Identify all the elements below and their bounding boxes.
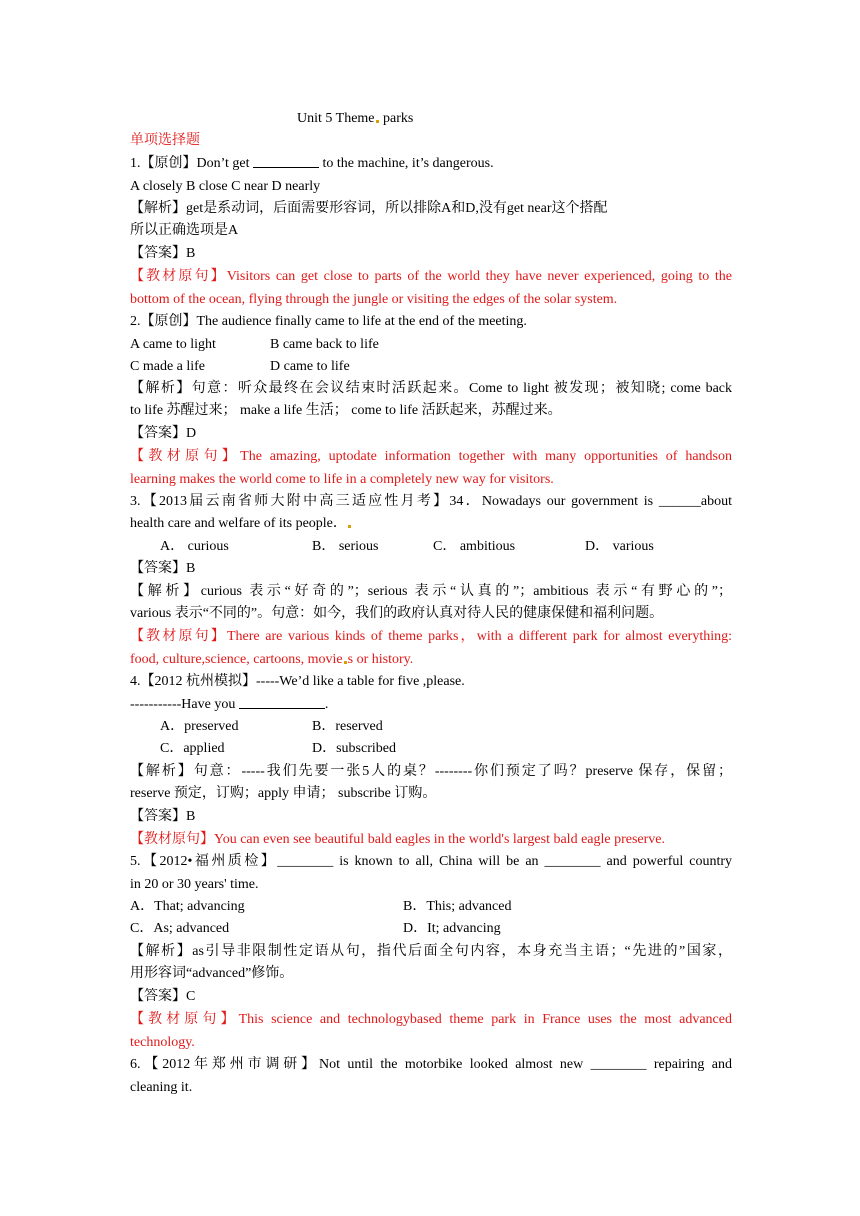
q2-answer: 【答案】D bbox=[130, 426, 197, 441]
q3-source: 【教材原句】There are various kinds of theme parks，with a different park for almost everything: bbox=[130, 629, 732, 644]
q5-analysis-cont: 用形容词“advanced”修饰。 bbox=[130, 966, 294, 981]
marker-dot bbox=[348, 525, 351, 528]
q6-stem: 6.【2012年郑州市调研】Not until the motorbike looked almost new ________ repairing and bbox=[130, 1057, 732, 1072]
q5-source-cont: technology. bbox=[130, 1035, 195, 1050]
q2-stem: 2.【原创】The audience finally came to life at the end of the meeting. bbox=[130, 314, 527, 329]
q1-analysis-cont: 所以正确选项是A bbox=[130, 223, 239, 238]
q4-options-row-1: A．preserved B．reserved bbox=[160, 719, 383, 734]
q3-analysis-cont: various 表示“不同的”。句意：如今，我们的政府认真对待人民的健康保健和福利问题。 bbox=[130, 606, 664, 621]
q4-stem: 4.【2012 杭州模拟】-----We’d like a table for five ,please. bbox=[130, 674, 465, 689]
q4-source: 【教材原句】You can even see beautiful bald eagles in the world's largest bald eagle preserve. bbox=[130, 832, 666, 847]
q4-options-row-2: C．applied D．subscribed bbox=[160, 741, 396, 756]
q4-blank bbox=[239, 696, 325, 709]
q2-analysis: 【解析】句意：听众最终在会议结束时活跃起来。Come to light 被发现；被知晓; come back bbox=[130, 381, 732, 396]
q3-source-cont: food, culture,science, cartoons, movie s or history. bbox=[130, 652, 414, 667]
q3-stem-cont: health care and welfare of its people． bbox=[130, 515, 352, 533]
q1-source: 【教材原句】Visitors can get close to parts of the world they have never experienced, going to the bbox=[130, 269, 732, 284]
q3-analysis: 【解析】curious 表示“好奇的”；serious 表示“认真的”；ambitious 表示“有野心的”； bbox=[130, 584, 732, 599]
q5-stem-cont: in 20 or 30 years' time. bbox=[130, 877, 259, 892]
q2-source-cont: learning makes the world come to life in a completely new way for visitors. bbox=[130, 472, 554, 487]
page-title: Unit 5 Theme parks bbox=[297, 111, 414, 126]
section-heading: 单项选择题 bbox=[130, 133, 200, 148]
q5-answer: 【答案】C bbox=[130, 989, 196, 1004]
q5-analysis: 【解析】as引导非限制性定语从句，指代后面全句内容，本身充当主语；“先进的”国家， bbox=[130, 944, 732, 959]
q4-stem-cont: -----------Have you . bbox=[130, 697, 329, 712]
q3-stem: 3.【2013届云南省师大附中高三适应性月考】34．Nowadays our government is ______about bbox=[130, 494, 732, 509]
q4-analysis: 【解析】句意：-----我们先要一张5人的桌？--------你们预定了吗？preserve 保存，保留； bbox=[130, 764, 732, 779]
marker-dot bbox=[376, 120, 379, 123]
q3-options: A． curious B． serious C． ambitious D． various bbox=[160, 539, 654, 554]
q3-answer: 【答案】B bbox=[130, 561, 196, 576]
q1-source-cont: bottom of the ocean, flying through the jungle or visiting the edges of the solar system. bbox=[130, 292, 618, 307]
q5-options-row-1: A．That; advancing B．This; advanced bbox=[130, 899, 512, 914]
q4-answer: 【答案】B bbox=[130, 809, 196, 824]
q5-options-row-2: C．As; advanced D．It; advancing bbox=[130, 921, 501, 936]
q6-stem-cont: cleaning it. bbox=[130, 1080, 193, 1095]
q2-options-row-2: C made a life D came to life bbox=[130, 359, 350, 374]
q5-stem: 5.【2012•福州质检】________ is known to all, China will be an ________ and powerful country bbox=[130, 854, 732, 869]
q2-options-row-1: A came to light B came back to life bbox=[130, 337, 379, 352]
q1-options: A closely B close C near D nearly bbox=[130, 179, 321, 194]
q1-answer: 【答案】B bbox=[130, 246, 196, 261]
q2-source: 【教材原句】The amazing, uptodate information together with many opportunities of handson bbox=[130, 449, 732, 464]
q5-source: 【教材原句】This science and technologybased theme park in France uses the most advanced bbox=[130, 1012, 732, 1027]
q1-analysis: 【解析】get是系动词，后面需要形容词，所以排除A和D,没有get near这个搭配 bbox=[130, 201, 608, 216]
q1-blank bbox=[253, 155, 319, 168]
q4-analysis-cont: reserve 预定，订购；apply 申请； subscribe 订购。 bbox=[130, 786, 437, 801]
q2-analysis-cont: to life 苏醒过来； make a life 生活； come to life 活跃起来，苏醒过来。 bbox=[130, 403, 562, 418]
marker-dot bbox=[344, 661, 347, 664]
q1-stem: 1.【原创】Don’t get to the machine, it’s dangerous. bbox=[130, 156, 494, 171]
